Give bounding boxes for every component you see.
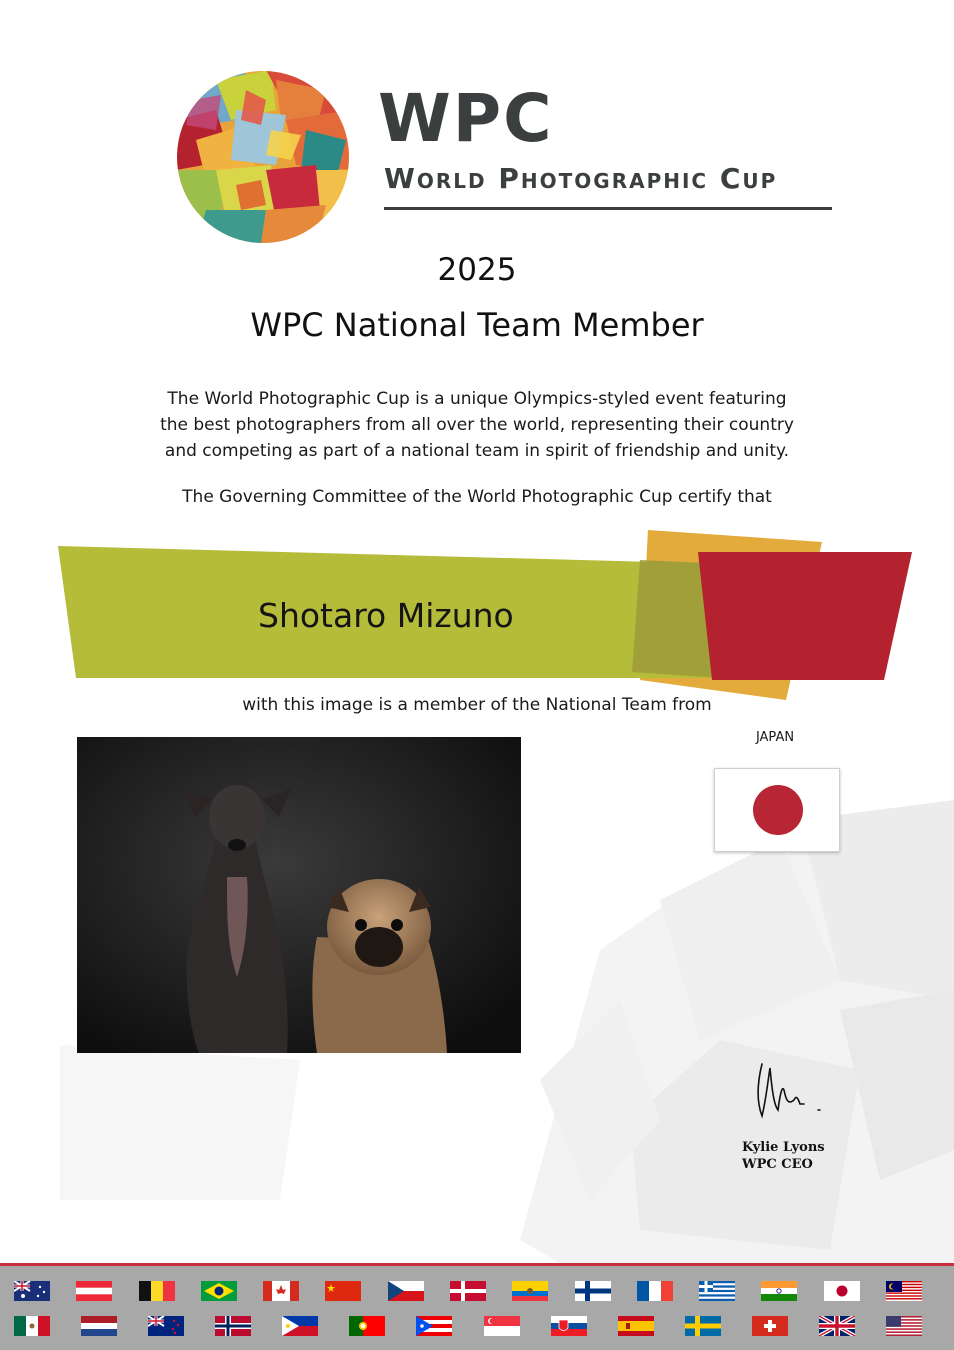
- intro-line: The World Photographic Cup is a unique Olympics-styled event featuring: [167, 389, 787, 409]
- brazil-flag-icon: [201, 1281, 237, 1301]
- denmark-flag-icon: [450, 1281, 486, 1301]
- switzerland-flag-icon: [752, 1316, 788, 1336]
- new-zealand-flag-icon: [148, 1316, 184, 1336]
- certificate-year: 2025: [437, 252, 517, 288]
- signatory-title: WPC CEO: [742, 1157, 813, 1172]
- wpc-logo-mosaic: [176, 70, 350, 244]
- signatory-block: [742, 1139, 825, 1173]
- dogs-photo-illustration: [77, 737, 521, 1053]
- portugal-flag-icon: [349, 1316, 385, 1336]
- country-label: JAPAN: [755, 730, 795, 745]
- signature-mark: [748, 1060, 828, 1120]
- finland-flag-icon: [575, 1281, 611, 1301]
- logo-underline: [384, 207, 832, 210]
- austria-flag-icon: [76, 1281, 112, 1301]
- intro-line: the best photographers from all over the world, representing their country: [160, 415, 794, 435]
- czech-flag-icon: [388, 1281, 424, 1301]
- mexico-flag-icon: [14, 1316, 50, 1336]
- slovakia-flag-icon: [551, 1316, 587, 1336]
- greece-flag-icon: [699, 1281, 735, 1301]
- signatory-name: Kylie Lyons: [742, 1140, 825, 1155]
- intro-paragraph: [140, 386, 814, 464]
- belgium-flag-icon: [139, 1281, 175, 1301]
- japan-flag: [714, 768, 840, 852]
- submitted-photo: [77, 737, 521, 1053]
- certify-text: The Governing Committee of the World Photographic Cup certify that: [182, 487, 772, 507]
- malaysia-flag-icon: [886, 1281, 922, 1301]
- logo-subtitle: World Photographic Cup: [384, 162, 778, 195]
- china-flag-icon: [325, 1281, 361, 1301]
- puerto-rico-flag-icon: [416, 1316, 452, 1336]
- singapore-flag-icon: [484, 1316, 520, 1336]
- usa-flag-icon: [886, 1316, 922, 1336]
- certificate-heading: WPC National Team Member: [250, 306, 704, 344]
- spain-flag-icon: [618, 1316, 654, 1336]
- sweden-flag-icon: [685, 1316, 721, 1336]
- canada-flag-icon: [263, 1281, 299, 1301]
- philippines-flag-icon: [282, 1316, 318, 1336]
- footer-flags-bar: [0, 1263, 954, 1350]
- logo-wordmark: WPC: [378, 80, 554, 157]
- netherlands-flag-icon: [81, 1316, 117, 1336]
- ecuador-flag-icon: [512, 1281, 548, 1301]
- japan-flag-disc: [753, 785, 803, 835]
- intro-line: and competing as part of a national team in spirit of friendship and unity.: [164, 441, 790, 461]
- australia-flag-icon: [14, 1281, 50, 1301]
- member-name: Shotaro Mizuno: [258, 596, 514, 635]
- france-flag-icon: [637, 1281, 673, 1301]
- footer-accent-line: [0, 1263, 954, 1266]
- membership-text: with this image is a member of the National Team from: [242, 695, 712, 715]
- japan-flag-icon: [824, 1281, 860, 1301]
- india-flag-icon: [761, 1281, 797, 1301]
- united-kingdom-flag-icon: [819, 1316, 855, 1336]
- norway-flag-icon: [215, 1316, 251, 1336]
